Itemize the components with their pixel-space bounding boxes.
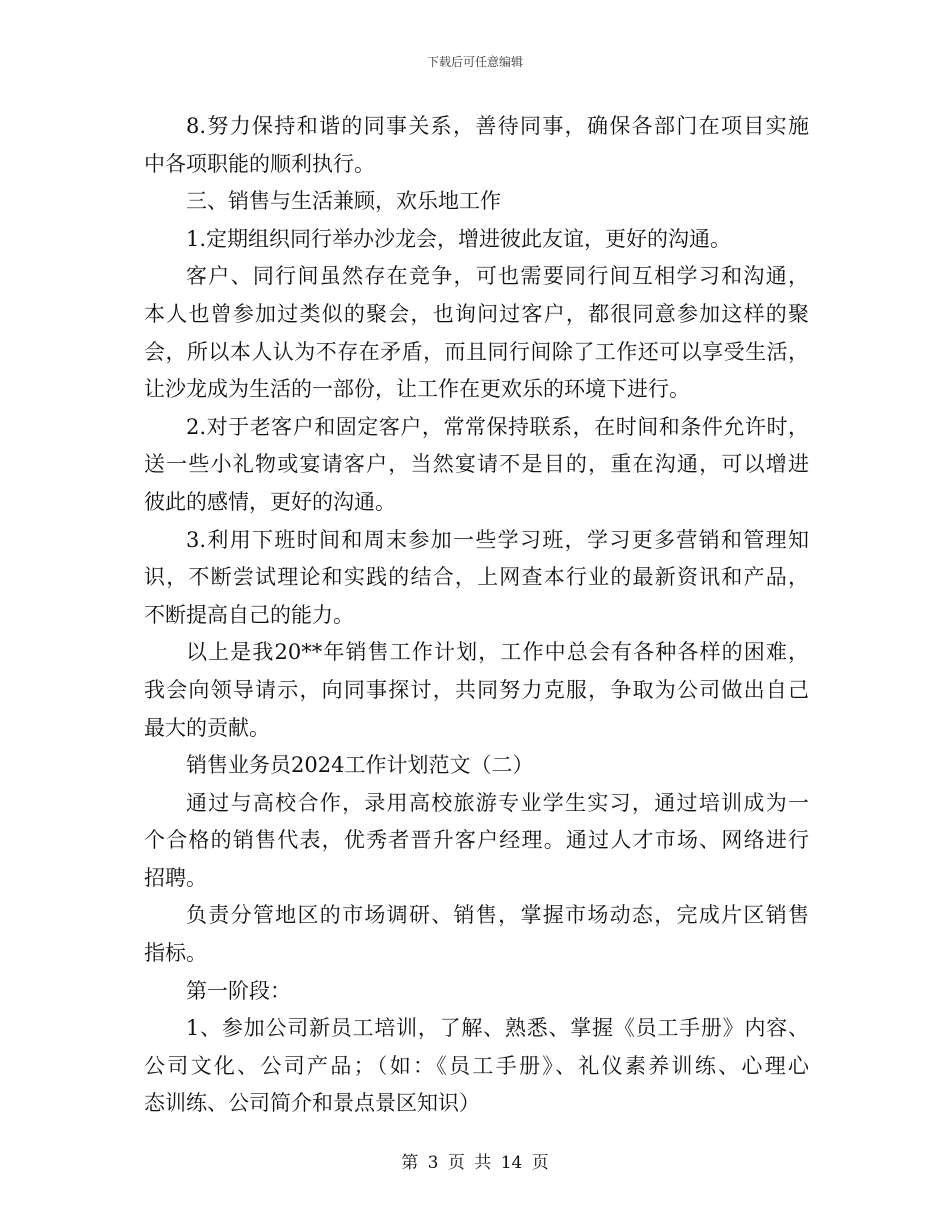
paragraph-line: 公司文化、公司产品；（如：《员工手册》、礼仪素养训练、心理心 [144, 1053, 809, 1078]
paragraph-line: 1.定期组织同行举办沙龙会，增进彼此友谊，更好的沟通。 [186, 226, 732, 251]
paragraph-line: 让沙龙成为生活的一部份，让工作在更欢乐的环境下进行。 [144, 377, 690, 402]
paragraph-line: 中各项职能的顺利执行。 [144, 151, 375, 176]
paragraph-line: 1、参加公司新员工培训，了解、熟悉、掌握《员工手册》内容、 [186, 1016, 809, 1041]
paragraph-line: 彼此的感情，更好的沟通。 [144, 489, 396, 514]
paragraph-line: 识，不断尝试理论和实践的结合，上网查本行业的最新资讯和产品， [144, 565, 809, 590]
paragraph-line: 负责分管地区的市场调研、销售，掌握市场动态，完成片区销售 [186, 903, 809, 928]
paragraph-line: 个合格的销售代表，优秀者晋升客户经理。通过人才市场、网络进行 [144, 828, 809, 853]
paragraph-line: 3.利用下班时间和周末参加一些学习班，学习更多营销和管理知 [186, 527, 809, 552]
document-subtitle: 销售业务员2024工作计划范文（二） [186, 753, 534, 778]
section-heading: 三、销售与生活兼顾，欢乐地工作 [186, 189, 501, 214]
paragraph-line: 不断提高自己的能力。 [144, 602, 354, 627]
paragraph-line: 招聘。 [144, 865, 207, 890]
page-header-note: 下载后可任意编辑 [426, 55, 523, 69]
paragraph-line: 以上是我20**年销售工作计划，工作中总会有各种各样的困难， [186, 640, 809, 665]
paragraph-line: 送一些小礼物或宴请客户，当然宴请不是目的，重在沟通，可以增进 [144, 452, 809, 477]
paragraph-line: 8.努力保持和谐的同事关系，善待同事，确保各部门在项目实施 [186, 114, 809, 138]
paragraph-line: 本人也曾参加过类似的聚会，也询问过客户，都很同意参加这样的聚 [144, 301, 809, 326]
paragraph-line: 通过与高校合作，录用高校旅游专业学生实习，通过培训成为一 [186, 790, 809, 815]
document-body [144, 108, 809, 1123]
paragraph-line: 我会向领导请示，向同事探讨，共同努力克服，争取为公司做出自己 [144, 677, 809, 702]
paragraph-line: 2.对于老客户和固定客户，常常保持联系，在时间和条件允许时， [186, 414, 809, 439]
page-number: 第 3 页 共 14 页 [401, 1153, 549, 1173]
paragraph-line: 态训练、公司简介和景点景区知识） [144, 1091, 480, 1116]
paragraph-line: 客户、同行间虽然存在竞争，可也需要同行间互相学习和沟通， [186, 264, 809, 289]
stage-heading: 第一阶段： [186, 978, 291, 1003]
paragraph-line: 会，所以本人认为不存在矛盾，而且同行间除了工作还可以享受生活， [144, 339, 809, 364]
paragraph-line: 指标。 [144, 941, 207, 966]
paragraph-line: 最大的贡献。 [144, 715, 270, 740]
